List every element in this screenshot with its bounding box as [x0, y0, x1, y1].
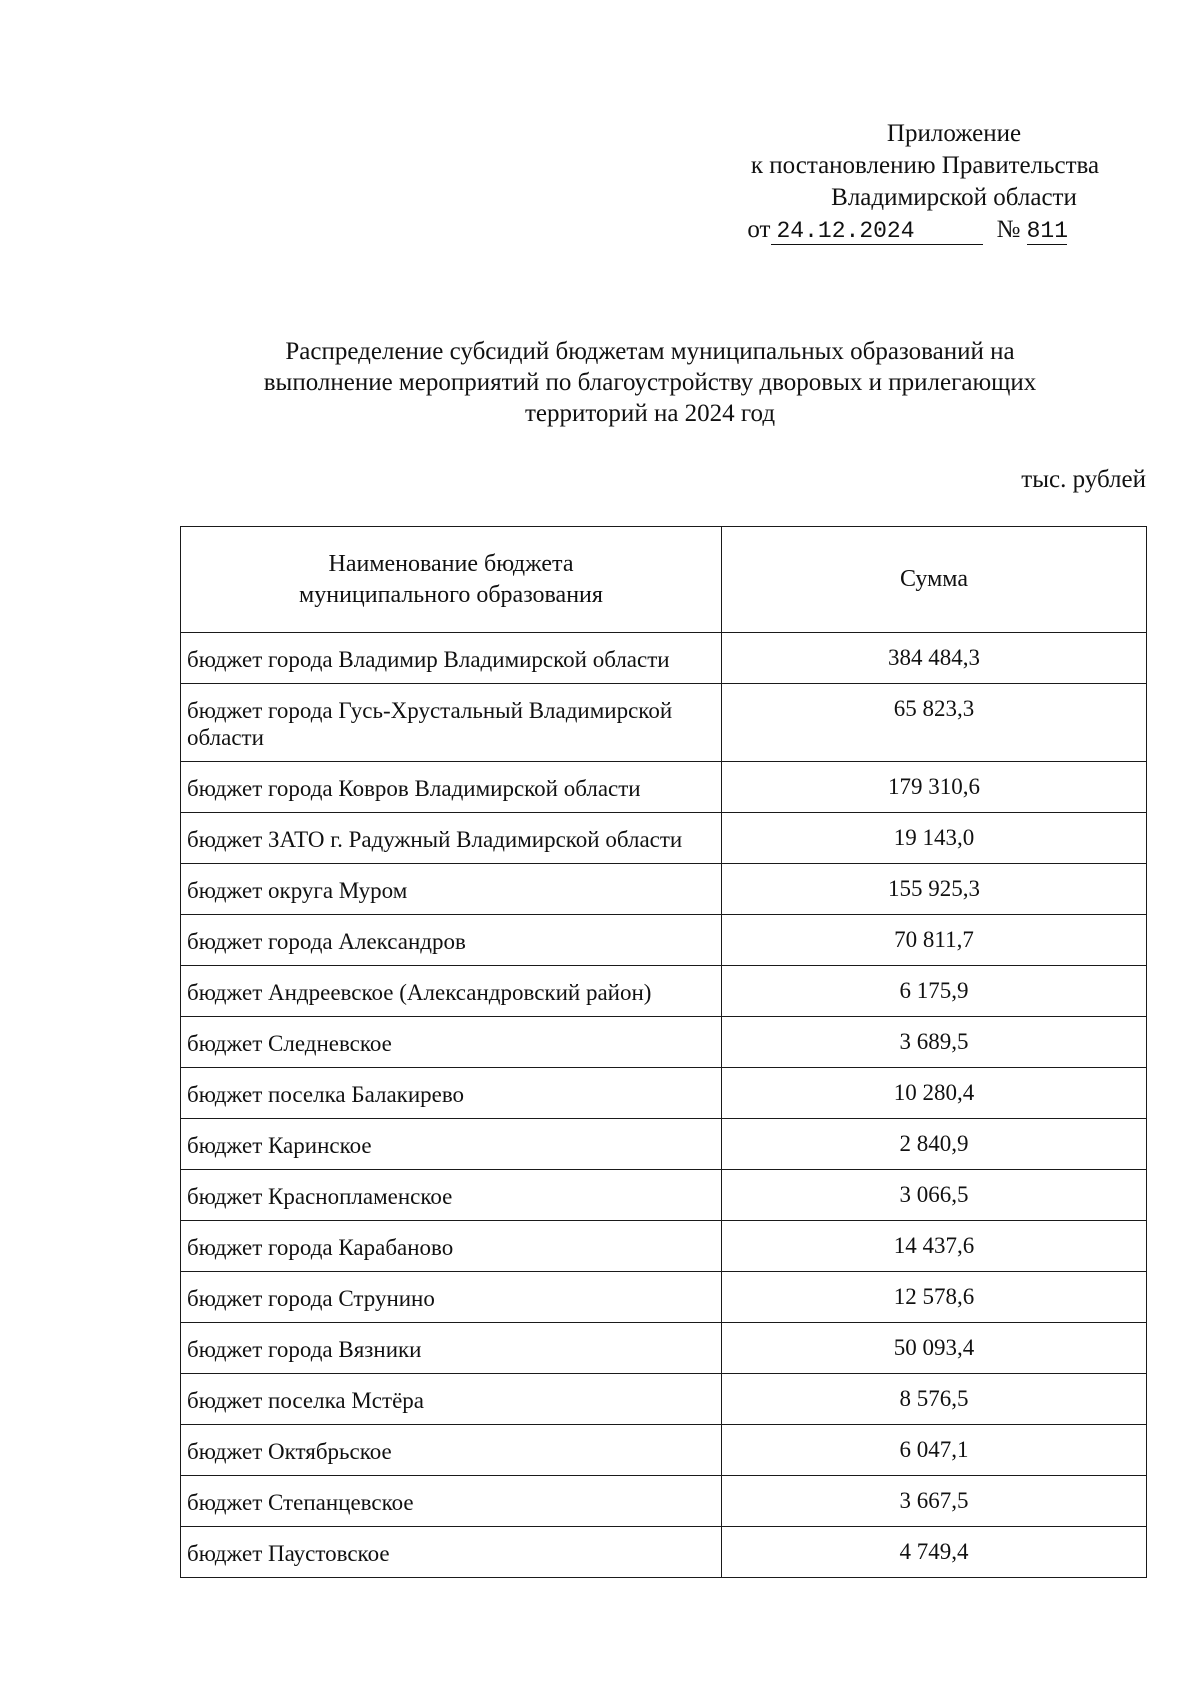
table-row [181, 1119, 1147, 1170]
units-label: тыс. рублей [1021, 466, 1146, 493]
table-row [181, 915, 1147, 966]
table-row [181, 966, 1147, 1017]
budget-name-cell: бюджет Октябрьское [181, 1425, 722, 1476]
budget-name-cell: бюджет Следневское [181, 1017, 722, 1068]
budget-name-cell: бюджет поселка Балакирево [181, 1068, 722, 1119]
table-row [181, 1425, 1147, 1476]
table-row [181, 762, 1147, 813]
budget-sum-cell: 384 484,3 [722, 633, 1147, 684]
budget-name-cell: бюджет округа Муром [181, 864, 722, 915]
approval-decree-ref: к постановлению Правительства [750, 152, 1100, 179]
budget-name-cell: бюджет города Вязники [181, 1323, 722, 1374]
budget-sum-cell: 10 280,4 [722, 1068, 1147, 1119]
approval-region: Владимирской области [831, 184, 1077, 211]
header-sum: Сумма [722, 527, 1147, 633]
header-name-line-1: Наименование бюджета [328, 550, 574, 577]
budget-name-cell: бюджет поселка Мстёра [181, 1374, 722, 1425]
table-header-row [181, 527, 1147, 633]
table-row [181, 684, 1147, 762]
budget-sum-cell: 4 749,4 [722, 1527, 1147, 1578]
number-prefix: № [996, 216, 1021, 243]
table-row [181, 1221, 1147, 1272]
title-line-1: Распределение субсидий бюджетам муниципальных образований на [285, 338, 1015, 365]
subsidy-table [180, 526, 1147, 1578]
header-name-line-2: муниципального образования [299, 581, 603, 608]
table-row [181, 1272, 1147, 1323]
budget-name-cell: бюджет города Гусь-Хрустальный Владимирской области [181, 684, 722, 762]
budget-sum-cell: 70 811,7 [722, 915, 1147, 966]
budget-sum-cell: 65 823,3 [722, 684, 1147, 762]
approval-date-number [684, 214, 1130, 246]
document-title [180, 336, 1120, 429]
table-row [181, 1374, 1147, 1425]
approval-block [720, 118, 1130, 246]
budget-sum-cell: 14 437,6 [722, 1221, 1147, 1272]
table-row [181, 633, 1147, 684]
table-row [181, 1323, 1147, 1374]
budget-sum-cell: 179 310,6 [722, 762, 1147, 813]
budget-name-cell: бюджет Андреевское (Александровский район) [181, 966, 722, 1017]
date-prefix: от [747, 216, 771, 243]
table-body [181, 633, 1147, 1578]
table-row [181, 1017, 1147, 1068]
budget-name-cell: бюджет города Владимир Владимирской области [181, 633, 722, 684]
subsidy-table-wrapper [180, 526, 1147, 1578]
table-row [181, 1527, 1147, 1578]
budget-name-cell: бюджет Каринское [181, 1119, 722, 1170]
budget-sum-cell: 3 689,5 [722, 1017, 1147, 1068]
table-row [181, 1170, 1147, 1221]
budget-sum-cell: 155 925,3 [722, 864, 1147, 915]
table-row [181, 813, 1147, 864]
approval-heading: Приложение [886, 120, 1022, 147]
title-line-2: выполнение мероприятий по благоустройству дворовых и прилегающих [263, 369, 1037, 396]
budget-sum-cell: 3 066,5 [722, 1170, 1147, 1221]
budget-sum-cell: 2 840,9 [722, 1119, 1147, 1170]
budget-name-cell: бюджет города Александров [181, 915, 722, 966]
budget-name-cell: бюджет ЗАТО г. Радужный Владимирской области [181, 813, 722, 864]
title-line-3: территорий на 2024 год [524, 400, 776, 427]
table-row [181, 864, 1147, 915]
budget-sum-cell: 3 667,5 [722, 1476, 1147, 1527]
table-row [181, 1068, 1147, 1119]
budget-sum-cell: 12 578,6 [722, 1272, 1147, 1323]
budget-name-cell: бюджет города Струнино [181, 1272, 722, 1323]
budget-name-cell: бюджет города Ковров Владимирской области [181, 762, 722, 813]
decree-date: 24.12.2024 [771, 218, 983, 245]
decree-number: 811 [1026, 218, 1069, 244]
budget-sum-cell: 8 576,5 [722, 1374, 1147, 1425]
budget-sum-cell: 50 093,4 [722, 1323, 1147, 1374]
table-row [181, 1476, 1147, 1527]
budget-sum-cell: 19 143,0 [722, 813, 1147, 864]
budget-name-cell: бюджет Степанцевское [181, 1476, 722, 1527]
budget-name-cell: бюджет города Карабаново [181, 1221, 722, 1272]
budget-name-cell: бюджет Паустовское [181, 1527, 722, 1578]
budget-name-cell: бюджет Краснопламенское [181, 1170, 722, 1221]
header-budget-name [181, 527, 722, 633]
budget-sum-cell: 6 047,1 [722, 1425, 1147, 1476]
budget-sum-cell: 6 175,9 [722, 966, 1147, 1017]
